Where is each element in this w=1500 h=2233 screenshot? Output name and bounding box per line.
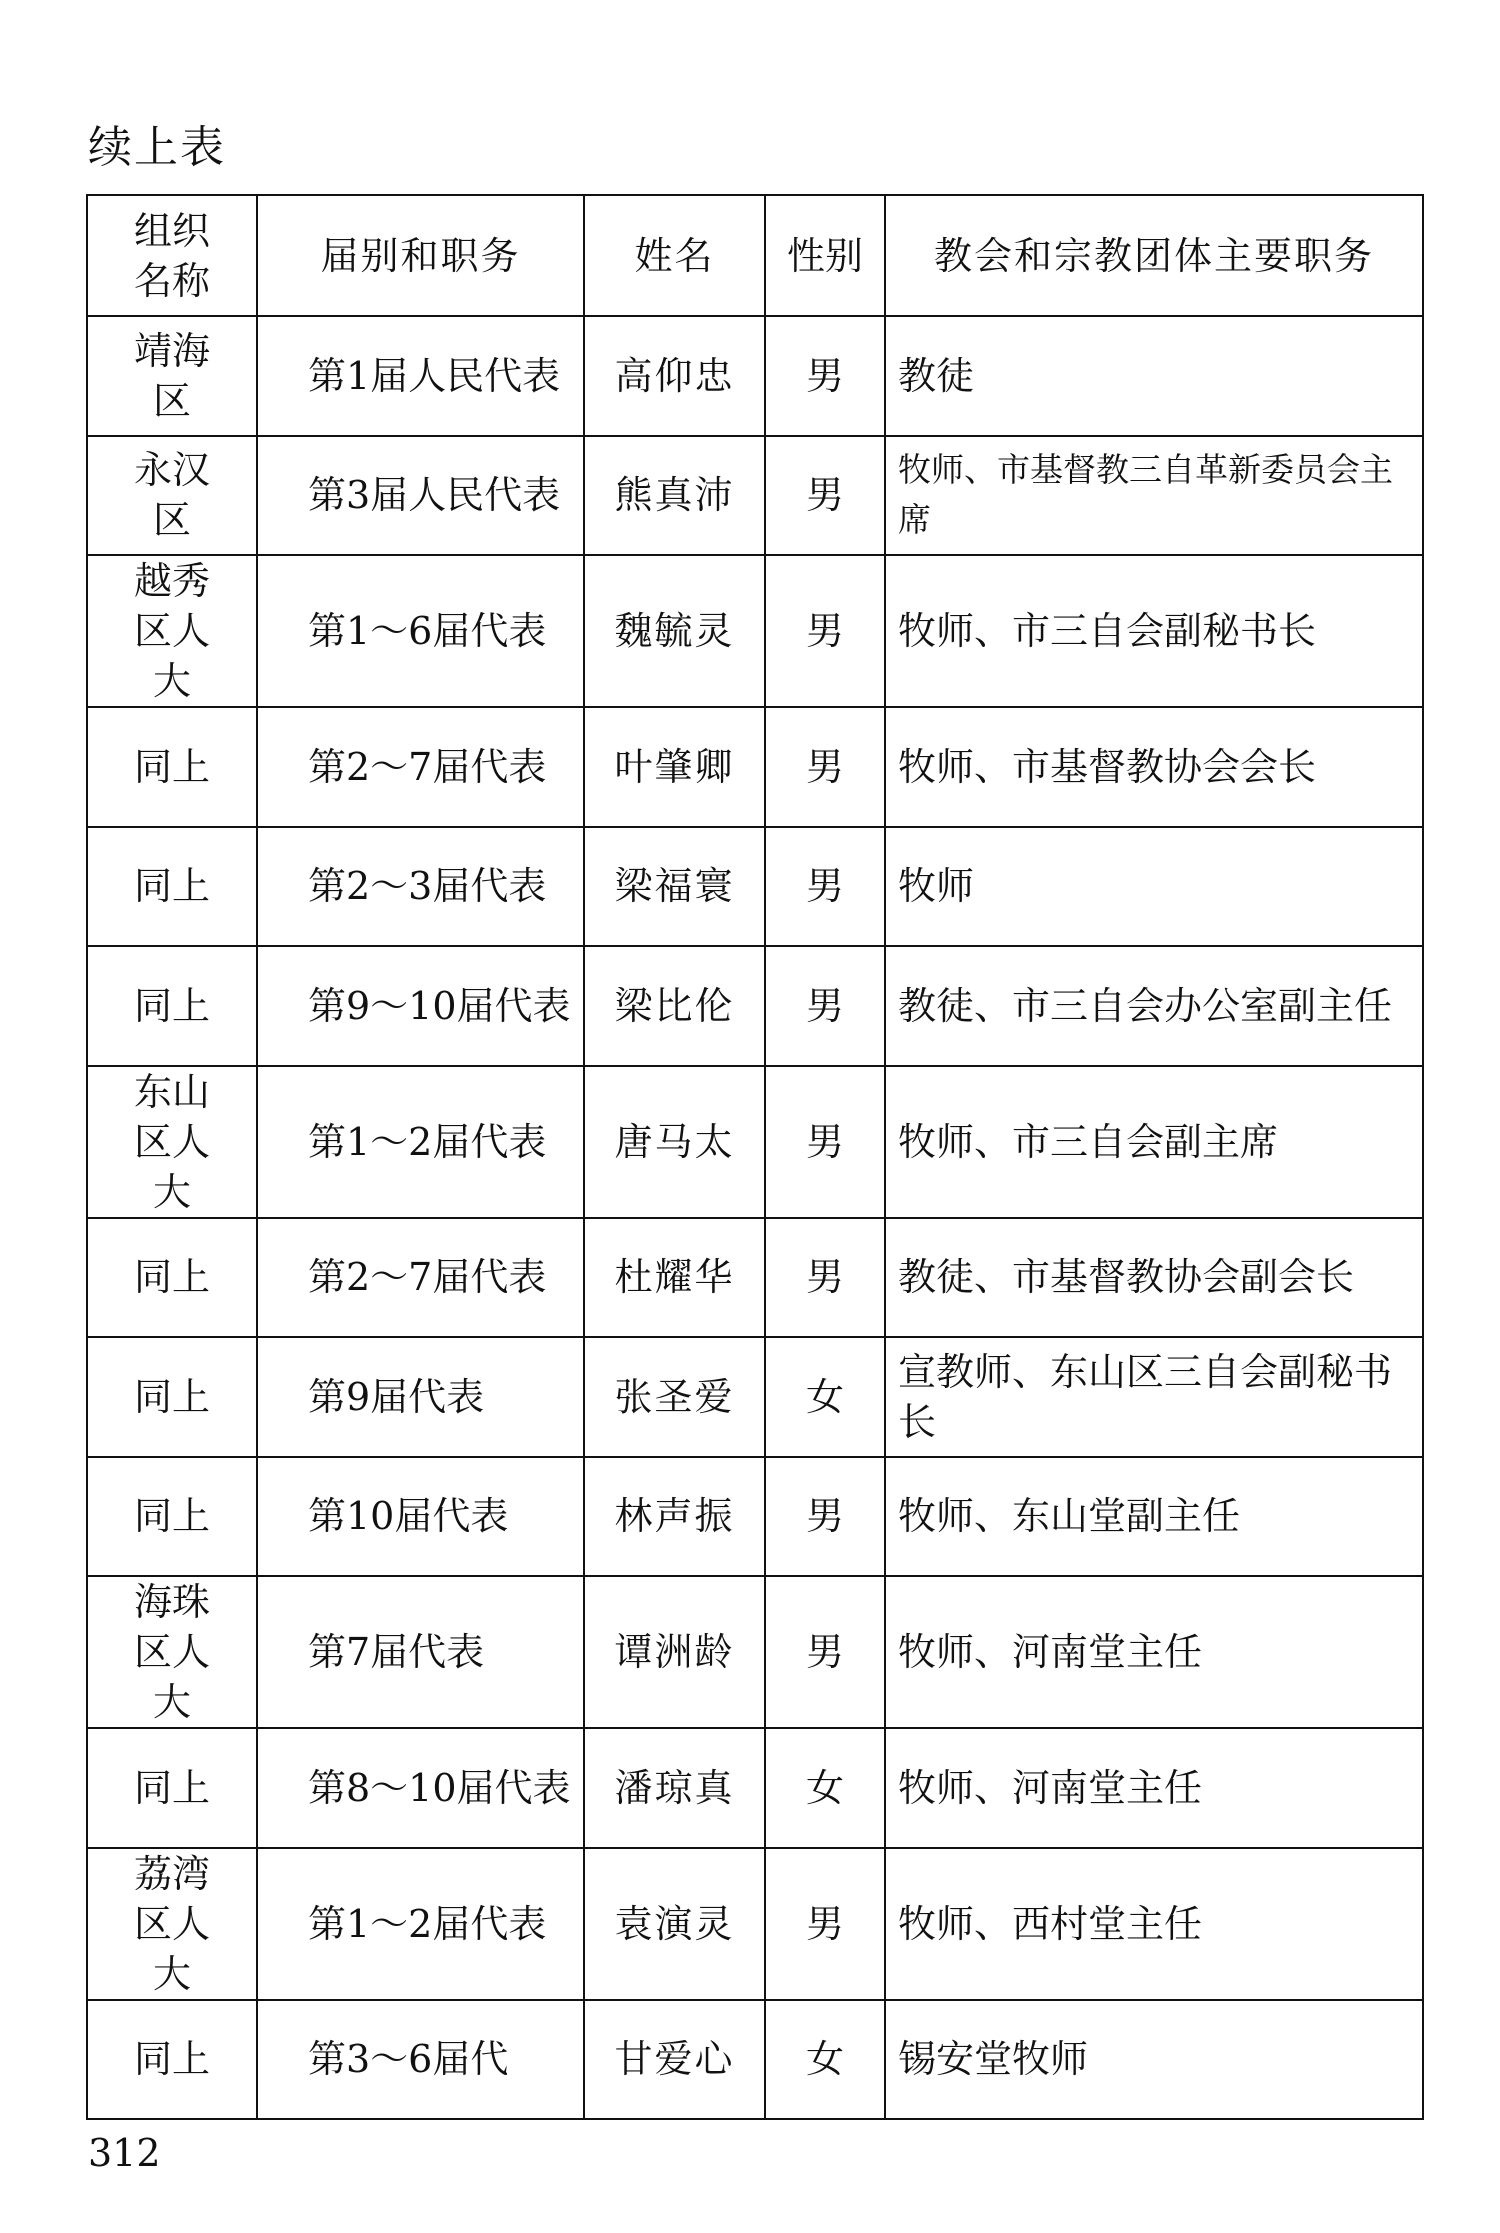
cell-org: 越秀区人大 [87, 555, 257, 707]
header-org: 组织名称 [87, 195, 257, 316]
table-row [87, 316, 1423, 436]
cell-sex: 女 [765, 1337, 885, 1457]
cell-name: 甘爱心 [584, 2000, 765, 2120]
cell-sex: 男 [765, 1848, 885, 2000]
page-number: 312 [88, 2131, 161, 2175]
table-caption: 续上表 [88, 122, 226, 173]
cell-org: 同上 [87, 707, 257, 827]
table-row [87, 707, 1423, 827]
cell-org: 永汉区 [87, 436, 257, 556]
cell-sex: 男 [765, 1457, 885, 1577]
table-row [87, 1337, 1423, 1457]
cell-sex: 男 [765, 436, 885, 556]
cell-name: 谭洲龄 [584, 1576, 765, 1728]
cell-org: 同上 [87, 1728, 257, 1848]
cell-sex: 男 [765, 707, 885, 827]
cell-term: 第2～7届代表 [257, 707, 584, 827]
cell-org: 东山区人大 [87, 1066, 257, 1218]
cell-org: 同上 [87, 1218, 257, 1338]
cell-name: 梁比伦 [584, 946, 765, 1066]
cell-name: 魏毓灵 [584, 555, 765, 707]
cell-name: 唐马太 [584, 1066, 765, 1218]
cell-term: 第3届人民代表 [257, 436, 584, 556]
cell-term: 第2～7届代表 [257, 1218, 584, 1338]
cell-term: 第1～2届代表 [257, 1066, 584, 1218]
cell-position: 锡安堂牧师 [885, 2000, 1423, 2120]
cell-position: 牧师、河南堂主任 [885, 1576, 1423, 1728]
header-sex: 性别 [765, 195, 885, 316]
cell-org: 海珠区人大 [87, 1576, 257, 1728]
cell-position: 牧师、市基督教协会会长 [885, 707, 1423, 827]
header-position: 教会和宗教团体主要职务 [885, 195, 1423, 316]
cell-term: 第9～10届代表 [257, 946, 584, 1066]
table-row [87, 2000, 1423, 2120]
cell-position: 牧师、市三自会副主席 [885, 1066, 1423, 1218]
cell-name: 杜耀华 [584, 1218, 765, 1338]
cell-term: 第7届代表 [257, 1576, 584, 1728]
cell-position: 牧师、河南堂主任 [885, 1728, 1423, 1848]
table-row [87, 436, 1423, 556]
cell-position: 牧师、市三自会副秘书长 [885, 555, 1423, 707]
table-row [87, 827, 1423, 947]
cell-position: 牧师、西村堂主任 [885, 1848, 1423, 2000]
table-row [87, 1576, 1423, 1728]
cell-org: 靖海区 [87, 316, 257, 436]
cell-term: 第1届人民代表 [257, 316, 584, 436]
cell-name: 林声振 [584, 1457, 765, 1577]
cell-position: 牧师、市基督教三自革新委员会主席 [885, 436, 1423, 556]
cell-name: 高仰忠 [584, 316, 765, 436]
cell-term: 第1～6届代表 [257, 555, 584, 707]
cell-sex: 女 [765, 2000, 885, 2120]
table-header-row [87, 195, 1423, 316]
cell-sex: 男 [765, 1066, 885, 1218]
cell-position: 教徒、市三自会办公室副主任 [885, 946, 1423, 1066]
cell-position: 牧师 [885, 827, 1423, 947]
cell-sex: 女 [765, 1728, 885, 1848]
cell-position: 宣教师、东山区三自会副秘书长 [885, 1337, 1423, 1457]
table-row [87, 555, 1423, 707]
cell-sex: 男 [765, 316, 885, 436]
cell-org: 同上 [87, 2000, 257, 2120]
cell-org: 荔湾区人大 [87, 1848, 257, 2000]
cell-org: 同上 [87, 1457, 257, 1577]
cell-term: 第9届代表 [257, 1337, 584, 1457]
cell-sex: 男 [765, 555, 885, 707]
cell-term: 第10届代表 [257, 1457, 584, 1577]
table-row [87, 1457, 1423, 1577]
cell-sex: 男 [765, 946, 885, 1066]
cell-term: 第3～6届代 [257, 2000, 584, 2120]
cell-term: 第8～10届代表 [257, 1728, 584, 1848]
cell-position: 教徒、市基督教协会副会长 [885, 1218, 1423, 1338]
cell-position: 教徒 [885, 316, 1423, 436]
table-row [87, 1066, 1423, 1218]
cell-name: 袁演灵 [584, 1848, 765, 2000]
cell-name: 张圣爱 [584, 1337, 765, 1457]
cell-term: 第2～3届代表 [257, 827, 584, 947]
cell-sex: 男 [765, 1576, 885, 1728]
header-term: 届别和职务 [257, 195, 584, 316]
table-row [87, 1218, 1423, 1338]
cell-position: 牧师、东山堂副主任 [885, 1457, 1423, 1577]
cell-org: 同上 [87, 946, 257, 1066]
table-row [87, 946, 1423, 1066]
header-name: 姓名 [584, 195, 765, 316]
cell-sex: 男 [765, 1218, 885, 1338]
cell-name: 叶肇卿 [584, 707, 765, 827]
table-row [87, 1848, 1423, 2000]
cell-sex: 男 [765, 827, 885, 947]
delegates-table [86, 194, 1424, 2120]
cell-term: 第1～2届代表 [257, 1848, 584, 2000]
cell-name: 熊真沛 [584, 436, 765, 556]
cell-org: 同上 [87, 1337, 257, 1457]
cell-org: 同上 [87, 827, 257, 947]
cell-name: 梁福寰 [584, 827, 765, 947]
table-row [87, 1728, 1423, 1848]
cell-name: 潘琼真 [584, 1728, 765, 1848]
